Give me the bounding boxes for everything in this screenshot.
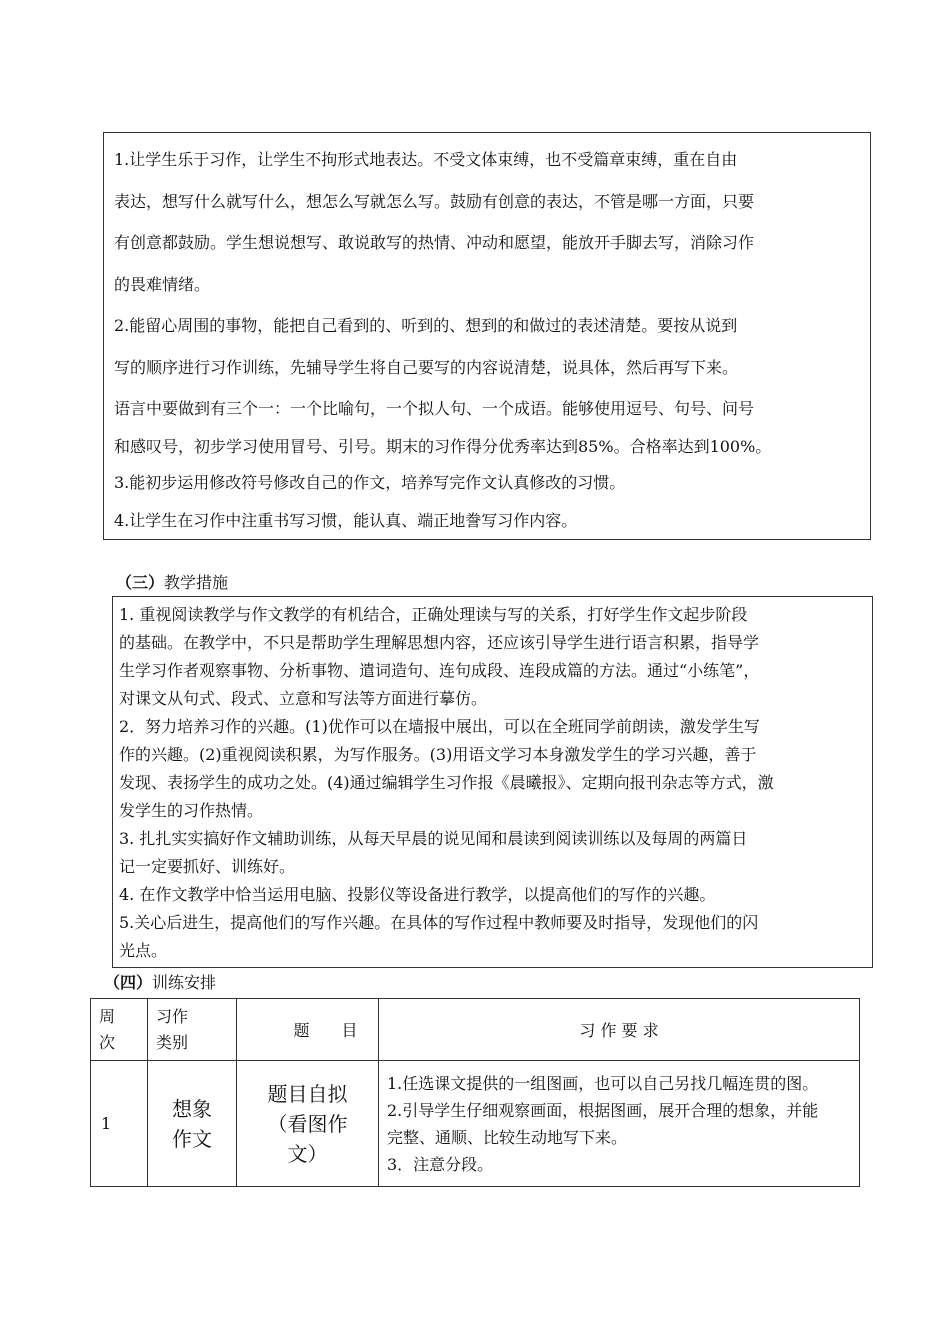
requirement-line: 完整、通顺、比较生动地写下来。 [387,1127,628,1147]
goals-line: 4.让学生在习作中注重书写习惯，能认真、端正地誊写习作内容。 [114,510,578,530]
goals-line: 表达，想写什么就写什么，想怎么写就怎么写。鼓励有创意的表达，不管是哪一方面，只要 [114,191,755,211]
measures-line: 光点。 [119,941,168,960]
measures-line: 的基础。在教学中，不只是帮助学生理解思想内容，还应该引导学生进行语言积累，指导学 [119,633,760,652]
header-week: 周 次 [91,999,148,1061]
table-row [91,1061,860,1187]
measures-line: 作的兴趣。(2)重视阅读积累，为写作服务。(3)用语文学习本身激发学生的学习兴趣，善于 [119,745,757,764]
requirement-line: 1.任选课文提供的一组图画，也可以自己另找几幅连贯的图。 [387,1073,819,1093]
measures-line: 1. 重视阅读教学与作文教学的有机结合，正确处理读与写的关系，打好学生作文起步阶段 [119,605,748,624]
training-schedule-table [90,998,860,1187]
goals-line: 的畏难情绪。 [114,274,211,294]
measures-line: 生学习作者观察事物、分析事物、遣词造句、连句成段、连段成篇的方法。通过“小练笔”， [119,661,760,680]
goals-line: 写的顺序进行习作训练，先辅导学生将自己要写的内容说清楚，说具体，然后再写下来。 [114,357,739,377]
measures-line: 2．努力培养习作的兴趣。(1)优作可以在墙报中展出，可以在全班同学前朗读，激发学生写 [119,717,760,736]
section-3-title: 教学措施 [164,573,229,592]
requirement-line: 2.引导学生仔细观察画面，根据图画，展开合理的想象，并能 [387,1100,819,1120]
section-4-heading [104,972,216,994]
measures-line: 发现、表扬学生的成功之处。(4)通过编辑学生习作报《晨曦报》、定期向报刊杂志等方式，激 [119,773,774,792]
measures-line: 4. 在作文教学中恰当运用电脑、投影仪等设备进行教学，以提高他们的写作的兴趣。 [119,885,716,904]
measures-line: 3. 扎扎实实搞好作文辅助训练，从每天早晨的说见闻和晨读到阅读训练以及每周的两篇日 [119,829,748,848]
goals-line: 1.让学生乐于习作，让学生不拘形式地表达。不受文体束缚，也不受篇章束缚，重在自由 [114,150,738,169]
section-3-heading [116,572,228,594]
goals-line: 语言中要做到有三个一：一个比喻句，一个拟人句、一个成语。能够使用逗号、句号、问号 [114,399,755,418]
requirement-line: 3．注意分段。 [387,1154,494,1174]
row-requirements [379,1061,860,1187]
table-header-row [91,999,860,1061]
goals-box [103,132,871,540]
measures-line: 发学生的习作热情。 [119,801,264,820]
header-topic: 题 目 [237,999,379,1061]
header-category: 习作 类别 [148,999,237,1061]
measures-line: 5.关心后进生，提高他们的写作兴趣。在具体的写作过程中教师要及时指导，发现他们的闪 [119,913,759,932]
goals-line: 2.能留心周围的事物，能把自己看到的、听到的、想到的和做过的表述清楚。要按从说到 [114,316,738,335]
row-category: 想象 作文 [148,1061,237,1187]
row-week: 1 [91,1061,148,1187]
measures-line: 记一定要抓好、训练好。 [119,857,296,876]
section-4-title: 训练安排 [152,973,217,992]
goals-line: 3.能初步运用修改符号修改自己的作文，培养写完作文认真修改的习惯。 [114,472,626,492]
header-requirement: 习 作 要 求 [379,999,860,1061]
section-4-number: （四） [104,973,153,992]
section-3-number: （三） [116,573,165,592]
goals-line: 有创意都鼓励。学生想说想写、敢说敢写的热情、冲动和愿望，能放开手脚去写，消除习作 [114,233,755,252]
goals-line: 和感叹号，初步学习使用冒号、引号。期末的习作得分优秀率达到85%。合格率达到100%。 [114,436,772,456]
row-topic: 题目自拟 （看图作 文） [237,1061,379,1187]
measures-box [112,596,873,968]
measures-line: 对课文从句式、段式、立意和写法等方面进行摹仿。 [119,689,488,708]
